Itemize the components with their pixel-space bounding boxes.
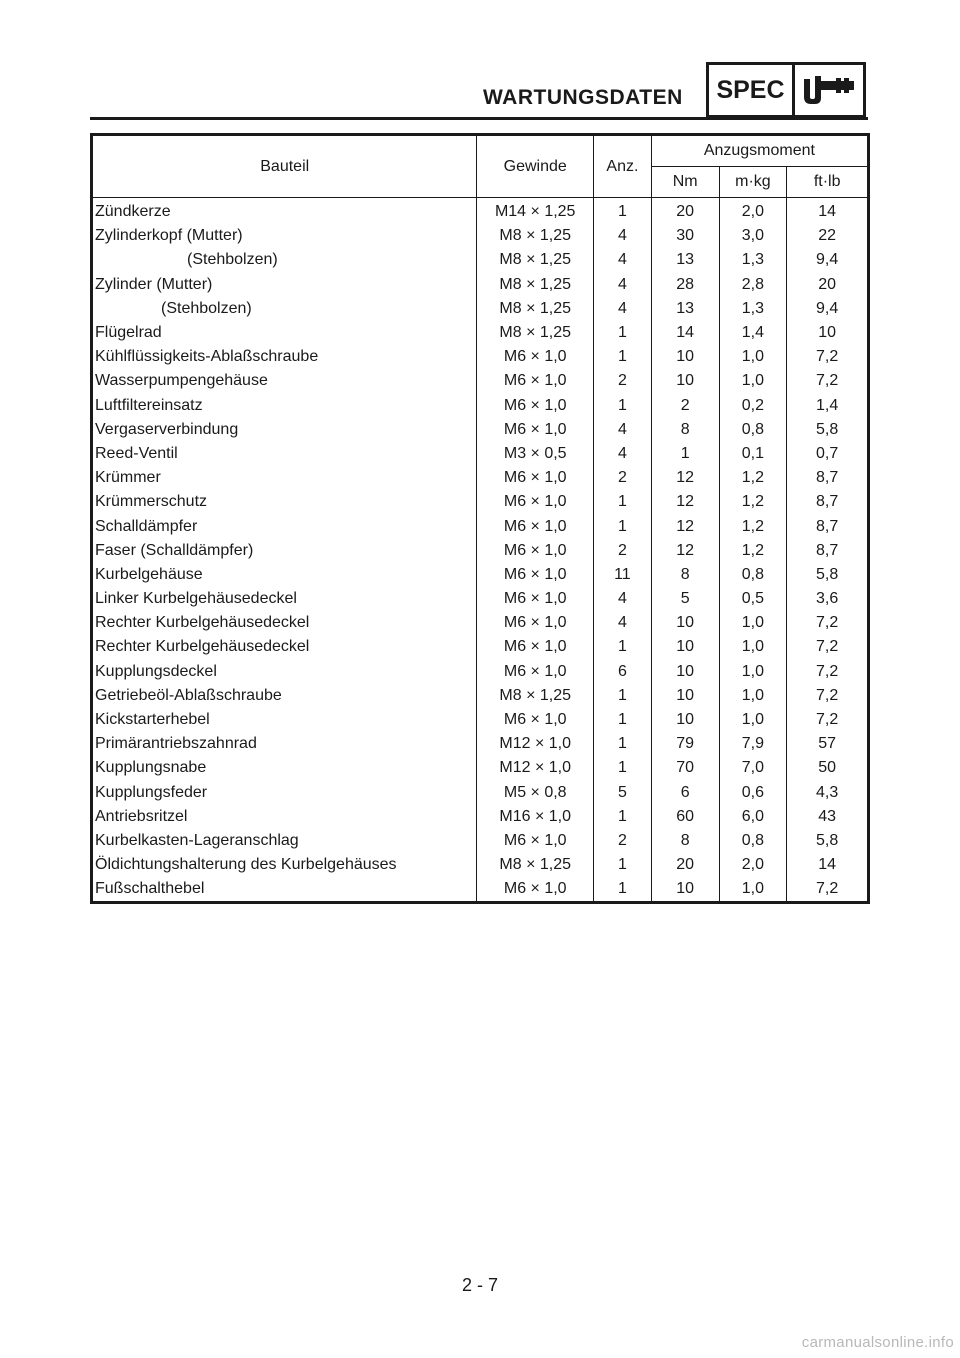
cell-ftlb: 43 <box>787 805 869 829</box>
cell-part: Kurbelkasten-Lageranschlag <box>92 829 477 853</box>
table-row <box>92 805 869 829</box>
cell-thread: M6 × 1,0 <box>477 539 594 563</box>
header-rule <box>90 117 868 120</box>
page-title: WARTUNGSDATEN <box>483 86 683 109</box>
cell-part: Rechter Kurbelgehäusedeckel <box>92 635 477 659</box>
cell-ftlb: 7,2 <box>787 369 869 393</box>
cell-thread: M8 × 1,25 <box>477 297 594 321</box>
table-row <box>92 781 869 805</box>
header-nm: Nm <box>651 167 719 198</box>
watermark: carmanualsonline.info <box>801 1334 954 1351</box>
cell-ftlb: 7,2 <box>787 345 869 369</box>
cell-mkg: 0,8 <box>719 418 787 442</box>
cell-qty: 1 <box>594 635 652 659</box>
cell-ftlb: 14 <box>787 198 869 225</box>
cell-mkg: 2,8 <box>719 273 787 297</box>
cell-mkg: 0,2 <box>719 394 787 418</box>
cell-thread: M6 × 1,0 <box>477 635 594 659</box>
cell-ftlb: 7,2 <box>787 635 869 659</box>
cell-mkg: 1,0 <box>719 369 787 393</box>
cell-thread: M6 × 1,0 <box>477 418 594 442</box>
cell-qty: 1 <box>594 394 652 418</box>
cell-qty: 1 <box>594 321 652 345</box>
cell-part: Kupplungsdeckel <box>92 660 477 684</box>
cell-part: Flügelrad <box>92 321 477 345</box>
cell-part: Rechter Kurbelgehäusedeckel <box>92 611 477 635</box>
table-row <box>92 756 869 780</box>
header-ftlb: ft·lb <box>787 167 869 198</box>
cell-part: (Stehbolzen) <box>92 248 477 272</box>
cell-part: Wasserpumpengehäuse <box>92 369 477 393</box>
cell-mkg: 6,0 <box>719 805 787 829</box>
cell-part: Kickstarterhebel <box>92 708 477 732</box>
cell-ftlb: 3,6 <box>787 587 869 611</box>
cell-mkg: 7,0 <box>719 756 787 780</box>
cell-ftlb: 0,7 <box>787 442 869 466</box>
cell-mkg: 0,5 <box>719 587 787 611</box>
cell-qty: 1 <box>594 732 652 756</box>
cell-ftlb: 4,3 <box>787 781 869 805</box>
cell-nm: 1 <box>651 442 719 466</box>
header-qty: Anz. <box>594 135 652 198</box>
cell-part: Zylinderkopf (Mutter) <box>92 224 477 248</box>
cell-mkg: 1,0 <box>719 877 787 903</box>
cell-qty: 4 <box>594 248 652 272</box>
table-row <box>92 394 869 418</box>
cell-thread: M6 × 1,0 <box>477 345 594 369</box>
cell-nm: 13 <box>651 297 719 321</box>
cell-qty: 1 <box>594 877 652 903</box>
cell-ftlb: 10 <box>787 321 869 345</box>
cell-mkg: 0,1 <box>719 442 787 466</box>
cell-nm: 12 <box>651 490 719 514</box>
table-row <box>92 369 869 393</box>
cell-mkg: 0,8 <box>719 829 787 853</box>
cell-thread: M16 × 1,0 <box>477 805 594 829</box>
cell-nm: 2 <box>651 394 719 418</box>
table-row <box>92 273 869 297</box>
cell-qty: 2 <box>594 539 652 563</box>
cell-nm: 8 <box>651 563 719 587</box>
cell-mkg: 1,0 <box>719 660 787 684</box>
cell-thread: M8 × 1,25 <box>477 853 594 877</box>
cell-nm: 12 <box>651 466 719 490</box>
cell-thread: M6 × 1,0 <box>477 587 594 611</box>
table-body <box>92 198 869 903</box>
cell-nm: 10 <box>651 877 719 903</box>
table-row <box>92 198 869 225</box>
cell-ftlb: 50 <box>787 756 869 780</box>
cell-mkg: 3,0 <box>719 224 787 248</box>
cell-nm: 8 <box>651 829 719 853</box>
cell-part: Zylinder (Mutter) <box>92 273 477 297</box>
table-row <box>92 635 869 659</box>
cell-mkg: 0,6 <box>719 781 787 805</box>
spec-badge <box>706 62 866 118</box>
table-row <box>92 466 869 490</box>
cell-nm: 30 <box>651 224 719 248</box>
table-row <box>92 877 869 903</box>
table-row <box>92 345 869 369</box>
cell-thread: M6 × 1,0 <box>477 466 594 490</box>
table-row <box>92 684 869 708</box>
table-row <box>92 248 869 272</box>
cell-thread: M3 × 0,5 <box>477 442 594 466</box>
cell-qty: 1 <box>594 345 652 369</box>
cell-nm: 20 <box>651 853 719 877</box>
cell-ftlb: 9,4 <box>787 248 869 272</box>
cell-part: Öldichtungshalterung des Kurbelgehäuses <box>92 853 477 877</box>
cell-thread: M8 × 1,25 <box>477 248 594 272</box>
cell-thread: M6 × 1,0 <box>477 369 594 393</box>
cell-ftlb: 8,7 <box>787 539 869 563</box>
cell-qty: 4 <box>594 611 652 635</box>
cell-thread: M6 × 1,0 <box>477 490 594 514</box>
cell-qty: 1 <box>594 684 652 708</box>
table-row <box>92 224 869 248</box>
cell-qty: 1 <box>594 198 652 225</box>
cell-part: Kühlflüssigkeits-Ablaßschraube <box>92 345 477 369</box>
cell-qty: 5 <box>594 781 652 805</box>
cell-qty: 4 <box>594 224 652 248</box>
cell-ftlb: 22 <box>787 224 869 248</box>
cell-nm: 10 <box>651 611 719 635</box>
cell-nm: 5 <box>651 587 719 611</box>
cell-mkg: 1,0 <box>719 611 787 635</box>
table-row <box>92 514 869 538</box>
header-part: Bauteil <box>92 135 477 198</box>
cell-mkg: 1,0 <box>719 635 787 659</box>
cell-part: Krümmer <box>92 466 477 490</box>
cell-mkg: 1,3 <box>719 297 787 321</box>
cell-thread: M6 × 1,0 <box>477 611 594 635</box>
cell-qty: 1 <box>594 490 652 514</box>
cell-nm: 12 <box>651 514 719 538</box>
table-row <box>92 611 869 635</box>
cell-part: Kupplungsnabe <box>92 756 477 780</box>
cell-nm: 10 <box>651 660 719 684</box>
table-row <box>92 563 869 587</box>
cell-nm: 6 <box>651 781 719 805</box>
cell-mkg: 7,9 <box>719 732 787 756</box>
cell-mkg: 1,0 <box>719 684 787 708</box>
header-mkg: m·kg <box>719 167 787 198</box>
cell-nm: 10 <box>651 369 719 393</box>
cell-mkg: 2,0 <box>719 853 787 877</box>
cell-part: Antriebsritzel <box>92 805 477 829</box>
cell-nm: 10 <box>651 708 719 732</box>
cell-ftlb: 20 <box>787 273 869 297</box>
cell-nm: 10 <box>651 635 719 659</box>
spec-label: SPEC <box>709 65 795 115</box>
cell-thread: M6 × 1,0 <box>477 660 594 684</box>
cell-nm: 13 <box>651 248 719 272</box>
cell-part: Zündkerze <box>92 198 477 225</box>
cell-nm: 70 <box>651 756 719 780</box>
cell-part: Linker Kurbelgehäusedeckel <box>92 587 477 611</box>
cell-part: Fußschalthebel <box>92 877 477 903</box>
cell-nm: 10 <box>651 345 719 369</box>
cell-thread: M6 × 1,0 <box>477 394 594 418</box>
cell-qty: 1 <box>594 853 652 877</box>
cell-thread: M12 × 1,0 <box>477 756 594 780</box>
table-row <box>92 660 869 684</box>
cell-qty: 2 <box>594 369 652 393</box>
cell-thread: M5 × 0,8 <box>477 781 594 805</box>
cell-nm: 10 <box>651 684 719 708</box>
cell-part: Kupplungsfeder <box>92 781 477 805</box>
table-row <box>92 490 869 514</box>
torque-table <box>90 133 870 904</box>
cell-mkg: 1,2 <box>719 466 787 490</box>
cell-ftlb: 14 <box>787 853 869 877</box>
cell-mkg: 1,0 <box>719 345 787 369</box>
cell-ftlb: 5,8 <box>787 418 869 442</box>
cell-qty: 1 <box>594 756 652 780</box>
table-row <box>92 708 869 732</box>
cell-ftlb: 7,2 <box>787 660 869 684</box>
cell-thread: M6 × 1,0 <box>477 563 594 587</box>
cell-qty: 1 <box>594 514 652 538</box>
cell-thread: M14 × 1,25 <box>477 198 594 225</box>
cell-thread: M8 × 1,25 <box>477 224 594 248</box>
cell-thread: M6 × 1,0 <box>477 829 594 853</box>
page-number: 2 - 7 <box>461 1275 499 1295</box>
cell-thread: M6 × 1,0 <box>477 514 594 538</box>
cell-qty: 1 <box>594 805 652 829</box>
cell-qty: 4 <box>594 418 652 442</box>
cell-ftlb: 5,8 <box>787 563 869 587</box>
cell-qty: 11 <box>594 563 652 587</box>
cell-thread: M8 × 1,25 <box>477 273 594 297</box>
cell-mkg: 0,8 <box>719 563 787 587</box>
cell-ftlb: 1,4 <box>787 394 869 418</box>
cell-mkg: 1,4 <box>719 321 787 345</box>
cell-mkg: 1,2 <box>719 514 787 538</box>
cell-nm: 20 <box>651 198 719 225</box>
cell-mkg: 1,2 <box>719 490 787 514</box>
cell-part: Schalldämpfer <box>92 514 477 538</box>
table-row <box>92 418 869 442</box>
cell-ftlb: 7,2 <box>787 708 869 732</box>
cell-part: Luftfiltereinsatz <box>92 394 477 418</box>
cell-part: Vergaserverbindung <box>92 418 477 442</box>
cell-ftlb: 8,7 <box>787 466 869 490</box>
cell-qty: 4 <box>594 297 652 321</box>
table-row <box>92 829 869 853</box>
cell-mkg: 1,2 <box>719 539 787 563</box>
cell-mkg: 1,0 <box>719 708 787 732</box>
cell-nm: 28 <box>651 273 719 297</box>
cell-ftlb: 57 <box>787 732 869 756</box>
table-row <box>92 442 869 466</box>
cell-ftlb: 7,2 <box>787 611 869 635</box>
cell-qty: 2 <box>594 466 652 490</box>
cell-part: Primärantriebszahnrad <box>92 732 477 756</box>
cell-qty: 2 <box>594 829 652 853</box>
table-row <box>92 587 869 611</box>
cell-part: Faser (Schalldämpfer) <box>92 539 477 563</box>
cell-nm: 60 <box>651 805 719 829</box>
table-row <box>92 853 869 877</box>
cell-ftlb: 7,2 <box>787 684 869 708</box>
cell-ftlb: 9,4 <box>787 297 869 321</box>
cell-qty: 4 <box>594 273 652 297</box>
cell-nm: 79 <box>651 732 719 756</box>
cell-mkg: 2,0 <box>719 198 787 225</box>
table-row <box>92 539 869 563</box>
cell-thread: M6 × 1,0 <box>477 877 594 903</box>
cell-ftlb: 5,8 <box>787 829 869 853</box>
cell-qty: 1 <box>594 708 652 732</box>
header-torque: Anzugsmoment <box>651 135 868 167</box>
cell-part: (Stehbolzen) <box>92 297 477 321</box>
cell-part: Krümmerschutz <box>92 490 477 514</box>
header-thread: Gewinde <box>477 135 594 198</box>
table-row <box>92 732 869 756</box>
cell-nm: 12 <box>651 539 719 563</box>
cell-part: Getriebeöl-Ablaßschraube <box>92 684 477 708</box>
cell-ftlb: 8,7 <box>787 490 869 514</box>
table-row <box>92 321 869 345</box>
table-row <box>92 297 869 321</box>
cell-thread: M6 × 1,0 <box>477 708 594 732</box>
cell-ftlb: 7,2 <box>787 877 869 903</box>
cell-thread: M8 × 1,25 <box>477 684 594 708</box>
cell-qty: 6 <box>594 660 652 684</box>
cell-ftlb: 8,7 <box>787 514 869 538</box>
cell-qty: 4 <box>594 442 652 466</box>
cell-thread: M8 × 1,25 <box>477 321 594 345</box>
cell-mkg: 1,3 <box>719 248 787 272</box>
cell-part: Reed-Ventil <box>92 442 477 466</box>
cell-nm: 8 <box>651 418 719 442</box>
wrench-icon <box>795 65 863 115</box>
cell-thread: M12 × 1,0 <box>477 732 594 756</box>
cell-part: Kurbelgehäuse <box>92 563 477 587</box>
cell-qty: 4 <box>594 587 652 611</box>
cell-nm: 14 <box>651 321 719 345</box>
